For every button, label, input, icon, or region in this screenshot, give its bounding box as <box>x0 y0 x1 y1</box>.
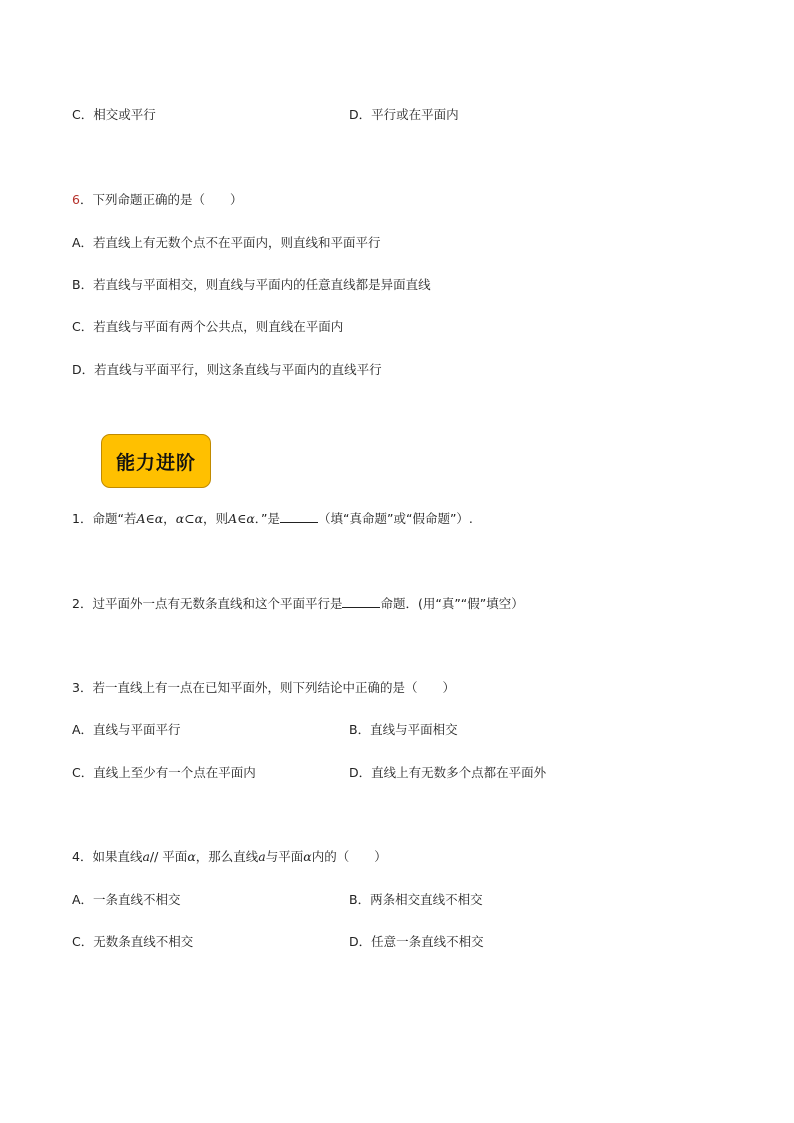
question-text: ．下列命题正确的是（ ） <box>79 192 243 207</box>
answer-blank <box>342 595 380 608</box>
problem-3-stem: 3．若一直线上有一点在已知平面外，则下列结论中正确的是（ ） <box>72 680 455 695</box>
problem-1-text: ，则 <box>203 511 229 526</box>
problem-4-text: ，那么直线 <box>195 849 259 864</box>
problem-3-option-b: B．直线与平面相交 <box>349 722 458 737</box>
problem-2-text: 2．过平面外一点有无数条直线和这个平面平行是 <box>72 596 343 611</box>
question-6-option-a: A．若直线上有无数个点不在平面内，则直线和平面平行 <box>72 235 381 250</box>
answer-blank <box>280 510 318 523</box>
math-expression: α <box>187 849 196 864</box>
problem-1-text: ．”是 <box>254 511 281 526</box>
math-expression: a <box>258 849 266 864</box>
problem-3-option-c: C．直线上至少有一个点在平面内 <box>72 765 256 780</box>
math-expression: A∈α <box>228 511 255 526</box>
problem-2-text: 命题．(用“真”“假”填空） <box>380 596 524 611</box>
problem-4-text: // 平面 <box>149 849 188 864</box>
prev-option-c: C．相交或平行 <box>72 107 156 122</box>
question-6-option-b: B．若直线与平面相交，则直线与平面内的任意直线都是异面直线 <box>72 277 431 292</box>
problem-4-option-a: A．一条直线不相交 <box>72 892 181 907</box>
problem-2 <box>72 595 524 612</box>
section-badge <box>101 434 211 488</box>
problem-3-option-a: A．直线与平面平行 <box>72 722 181 737</box>
question-number: 6 <box>72 192 80 207</box>
problem-3-option-d: D．直线上有无数多个点都在平面外 <box>349 765 547 780</box>
problem-4-text: 内的（ ） <box>311 849 387 864</box>
math-expression: a <box>142 849 150 864</box>
math-expression: A∈α <box>136 511 164 526</box>
math-expression: α⊂α <box>175 511 204 526</box>
problem-1-text: （填“真命题”或“假命题”）. <box>318 511 473 526</box>
problem-4-option-b: B．两条相交直线不相交 <box>349 892 483 907</box>
problem-1 <box>72 510 473 527</box>
math-expression: α <box>303 849 312 864</box>
problem-4-option-d: D．任意一条直线不相交 <box>349 934 484 949</box>
problem-4-text: 与平面 <box>265 849 304 864</box>
problem-4-text: 4．如果直线 <box>72 849 143 864</box>
question-6-option-d: D．若直线与平面平行，则这条直线与平面内的直线平行 <box>72 362 382 377</box>
problem-4-stem <box>72 849 387 865</box>
section-title: 能力进阶 <box>115 451 196 474</box>
problem-1-text: ， <box>163 511 176 526</box>
prev-option-d: D．平行或在平面内 <box>349 107 459 122</box>
question-6-option-c: C．若直线与平面有两个公共点，则直线在平面内 <box>72 319 344 334</box>
problem-1-text: 1．命题“若 <box>72 511 137 526</box>
question-6-stem <box>72 192 242 208</box>
problem-4-option-c: C．无数条直线不相交 <box>72 934 194 949</box>
